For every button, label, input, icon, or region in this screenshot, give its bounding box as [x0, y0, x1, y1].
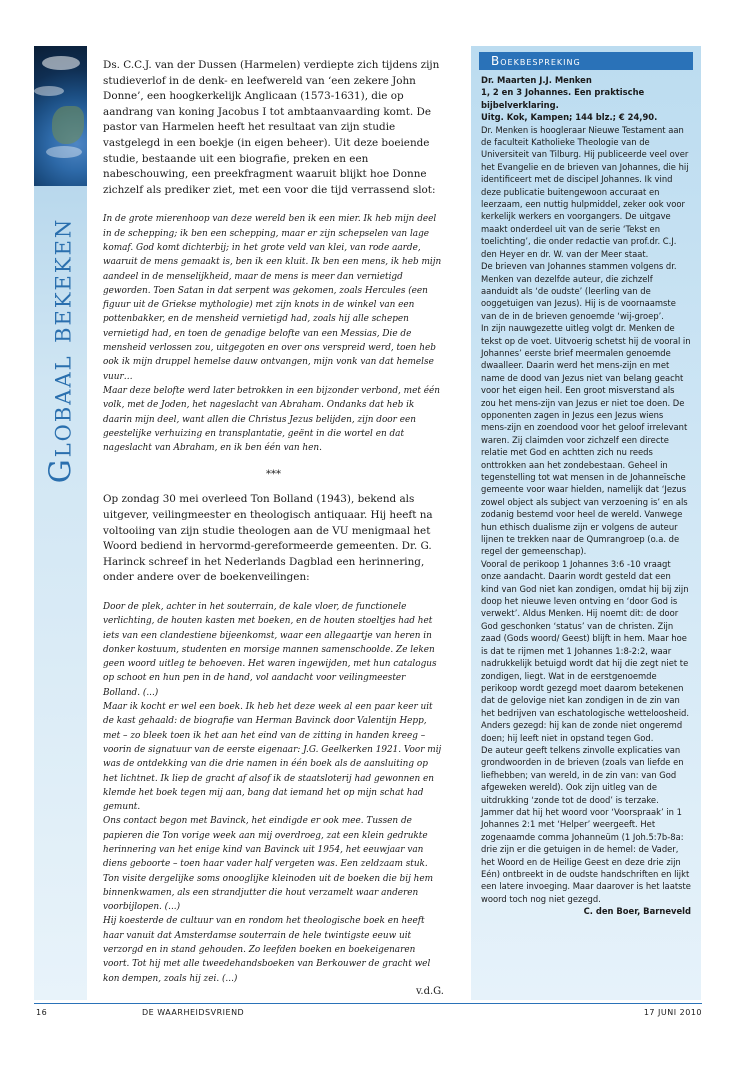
quote-1a: In de grote mierenhoop van deze wereld ben ik een mier. Ik heb mijn deel in de schepping; ik ben een schepping, maar er zijn schepselen van lage komaf. God komt dichterbij; in het grote veld van klei, van rode aarde, waaruit de mens gemaakt is, ben ik een kluit. Ik ben een mens, ik heb mijn aandeel in de menselijkheid, maar de mens is meer dan vernietigd geworden. Toen Satan in dat serpent was gekomen, zoals Hercules (een figuur uit de Griekse mythologie) met zijn knots in de winkel van een pottenbakker, en de mensheid vernietigd had, zoals hij alle schepen vernietigd had, en toen de genadige belofte van een Messias, Die de mensheid verlossen zou, uitgegoten en over ons verspreid werd, toen heb ook ik mijn druppel hemelse dauw ontvangen, mijn vonk van dat hemelse vuur… [103, 214, 442, 382]
review-paragraph-5: De auteur geeft telkens zinvolle explicaties van grondwoorden in de brieven (zoals van liefde en liefhebben; van wereld, in de zin van: van God afgeweken wereld). Ook zijn uitleg van de uitdrukking ‘zonde tot de dood’ is terzake. Jammer dat hij het woord voor ‘Voorspraak’ in 1 Johannes 2:1 met ‘Helper’ weergeeft. Het zogenaamde comma Johanneüm (1 Joh.5:7b-8a: drie zijn er die getuigen in de hemel: de Vader, het Woord en de Heilige Geest en deze drie zijn Eén) ontbreekt in de oudste handschriften en lijkt een latere invoeging. Maar daarover is het laatste woord toch nog niet gezegd. [481, 744, 691, 904]
review-book-title: 1, 2 en 3 Johannes. Een praktische bijbelverklaring. [481, 87, 645, 110]
quote-1b: Maar deze belofte werd later betrokken in een bijzonder verbond, met één volk, met de Joden, het nageslacht van Abraham. Ondanks dat heb ik daarin mijn deel, want allen die Christus Jezus belijden, zijn door een geestelijke verhuizing en transplantatie, geënt in die wortel en dat nageslacht van Abraham, en ik ben één van hen. [103, 385, 440, 454]
article-signature: v.d.G. [415, 985, 444, 997]
quote-2c: Ons contact begon met Bavinck, het eindigde er ook mee. Tussen de papieren die Ton vorige week aan mij overdroeg, zat een klein gedrukte herinnering van het enige kind van Bavinck uit 1954, het eeuwjaar van diens geboorte – toen haar vader half vergeten was. Een zeldzaam stuk. Ton visite dergelijke soms onooglijke kleinoden uit de boeken die bij hem binnenkwamen, als een strandjutter die hout verzamelt waar anderen voorbijlopen. (...) [103, 816, 434, 913]
article-paragraph-2: Op zondag 30 mei overleed Ton Bolland (1943), bekend als uitgever, veilingmeester en theologisch antiquaar. Hij heeft na voltooiing van zijn studie theologen aan de VU menigmaal het Woord bediend in hervormd-gereformeerde gemeenten. Dr. G. Harinck schreef in het Nederlands Dagblad een herinnering, onder andere over de boekenveilingen: [103, 493, 433, 584]
section-title [34, 190, 87, 510]
quote-2b: Maar ik kocht er wel een boek. Ik heb het deze week al een paar keer uit de kast gehaald: de biografie van Herman Bavinck door Valentijn Hepp, met – zo bleek toen ik het aan het eind van de zitting in handen kreeg – voorin de signatuur van de eerste eigenaar: J.G. Geelkerken 1921. Voor mij was de ontdekking van die drie namen in één boek als de aansluiting op het lichtnet. Ik liep de gracht af alsof ik de staatsloterij had gewonnen en klemde het boek tegen mij aan, bang dat iemand het op mijn schat had gemunt. [103, 702, 442, 813]
reviewer-name: C. den Boer, Barneveld [583, 906, 691, 917]
footer-rule [34, 1003, 702, 1004]
article-paragraph-1: Ds. C.C.J. van der Dussen (Harmelen) verdiepte zich tijdens zijn studieverlof in de denk- en leefwereld van ‘een zekere John Donne’, een hoogkerkelijk Anglicaan (1573-1631), die op aandrang van koning Jacobus I tot ambtaanvaarding komt. De pastor van Harmelen heeft het resultaat van zijn studie vastgelegd in een boekje (in eigen beheer). Uit deze boeiende studie, bestaande uit een biografie, preken en een nabeschouwing, een preekfragment waaruit blijkt hoe Donne zichzelf als prediker ziet, met een voor die tijd verrassend slot: [103, 59, 440, 196]
publication-name: DE WAARHEIDSVRIEND [142, 1008, 245, 1017]
issue-date: 17 JUNI 2010 [643, 1008, 702, 1017]
review-book-publisher: Uitg. Kok, Kampen; 144 blz.; € 24,90. [481, 112, 658, 123]
section-divider: *** [266, 469, 281, 481]
review-header: Boekbespreking [479, 52, 693, 70]
page-number: 16 [36, 1008, 48, 1017]
review-paragraph-1: Dr. Menken is hoogleraar Nieuwe Testament aan de faculteit Katholieke Theologie van de Universiteit van Tilburg. Hij publiceerde veel over het Evangelie en de brieven van Johannes, die hij identificeert met de discipel Johannes. Ik vind deze publicatie buitengewoon accuraat en leerzaam, een nuttig hulpmiddel, zeker ook voor kerkelijk werkers en voorgangers. De uitgave maakt onderdeel uit van de serie ‘Tekst en toelichting’, die onder redactie van prof.dr. C.J. den Heyer en dr. W. van der Meer staat. [481, 124, 689, 259]
main-article [103, 58, 444, 997]
review-book-author: Dr. Maarten J.J. Menken [481, 75, 592, 85]
quote-2d: Hij koesterde de cultuur van en rondom het theologische boek en heeft haar vanuit dat Amsterdamse souterrain de hele twintigste eeuw uit verzorgd en in stand gehouden. Zo leefden boeken en boekeigenaren voort. Tot hij met alle tweedehandsboeken van Berkouwer de gracht wel kon dempen, zoals hij zei. (...) [103, 916, 431, 984]
review-paragraph-4: Vooral de perikoop 1 Johannes 3:6 -10 vraagt onze aandacht. Daarin wordt gesteld dat een kind van God niet kan zondigen, omdat hij bij zijn doop het nieuwe leven ontving en ‘door God is verwekt’. Aldus Menken. Hij noemt dit: de door God geschonken ‘status’ van de christen. Zijn zaad (Gods woord/ Geest) blijft in hem. Maar hoe is dat te rijmen met 1 Johannes 1:8-2:2, waar nadrukkelijk betuigd wordt dat hij die zegt niet te zondigen, liegt. Wat in de eerstgenoemde perikoop wordt gezegd moet daarom betekenen dat de gelovige niet kan zondigen in de zin van het bedrijven van eschatologische wetteloosheid. Anders gezegd: hij kan de zonde niet ongeremd doen; hij leeft niet in opstand tegen God. [481, 558, 690, 743]
section-title-text: Globaal bekeken [43, 217, 79, 483]
review-paragraph-3: In zijn nauwgezette uitleg volgt dr. Menken de tekst op de voet. Uitvoerig schetst hij de vooral in Johannes’ eerste brief meermalen genoemde dwaalleer. Daarin werd het mens-zijn en met name de dood van Jezus niet van belang geacht voor het eigen heil. Een groot misverstand als zou het mens-zijn van Jezus er niet toe doen. De opponenten zagen in Jezus een Jezus wiens mens-zijn en zoendood voor het geloof irrelevant waren. Zij claimden voor zichzelf een directe relatie met God en achtten zich nu reeds onttrokken aan het zondebestaan. Geheel in tegenstelling tot wat mensen in de Johanneïsche gemeente voor waar hielden, namelijk dat ‘Jezus zowel object als subject van verzoening is’ en als zodanig bestemd voor heel de wereld. Vanwege hun ethisch dualisme zijn er volgens de auteur lijnen te trekken naar de Qumrangroep (o.a. de regel der gemeenschap). [481, 323, 691, 557]
globe-image [34, 46, 87, 186]
review-body [471, 70, 701, 918]
book-review-panel [471, 46, 701, 1000]
quote-2a: Door de plek, achter in het souterrain, de kale vloer, de functionele verlichting, de houten kasten met boeken, en de houten stoeltjes had het iets van een clandestiene bijeenkomst, waar een allegaartje van heren in donker kostuum, studenten en morsige mannen samenschoolde. Ze leken geen woord uitleg te behoeven. Het waren ingewijden, met hun catalogus op schoot en hun pen in de hand, vol aandacht voor veilingmeester Bolland. (...) [103, 601, 437, 698]
review-paragraph-2: De brieven van Johannes stammen volgens dr. Menken van dezelfde auteur, die zichzelf aanduidt als ‘de oudste’ (leerling van de ooggetuigen van Jezus). Hij is de voornaamste van de in de brieven genoemde ‘wij-groep’. [481, 261, 677, 321]
